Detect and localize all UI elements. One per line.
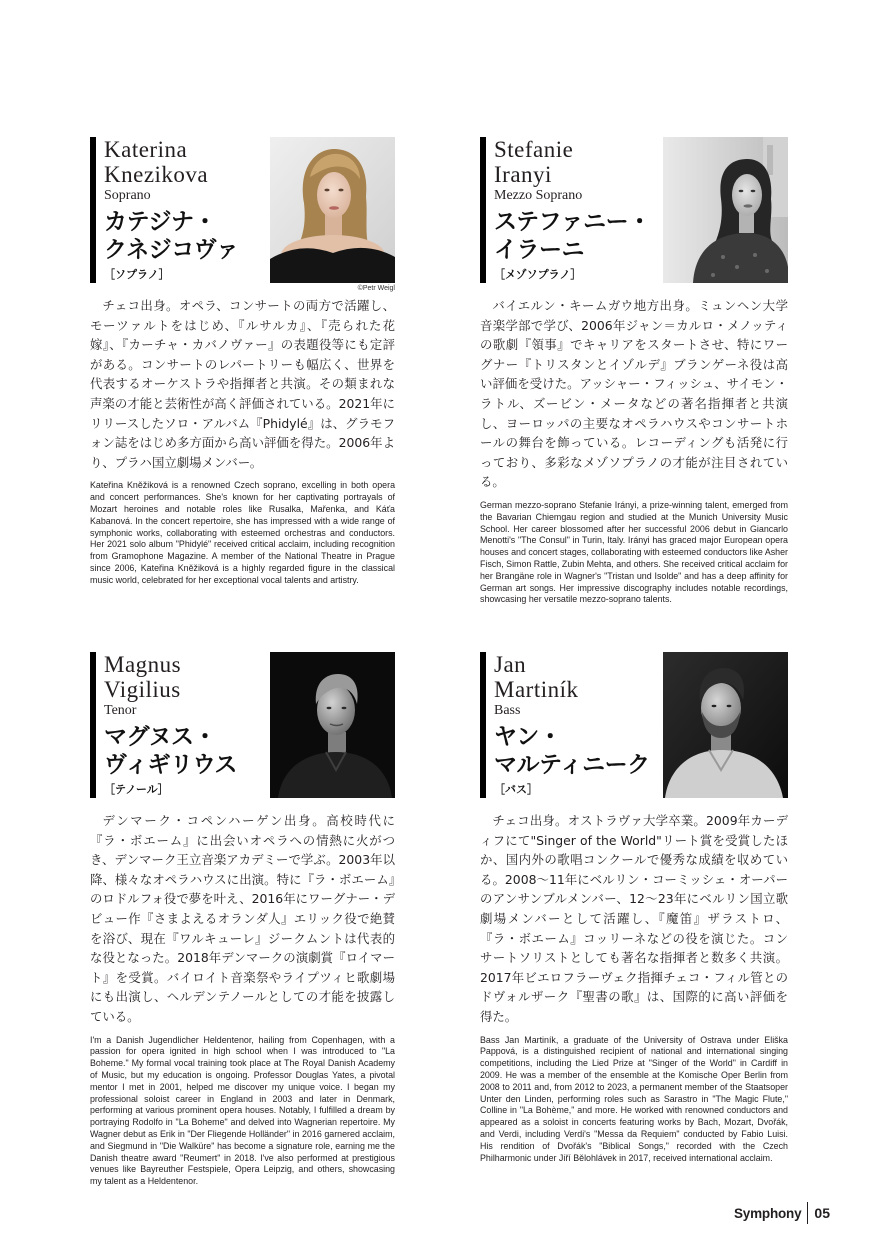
biography-japanese: デンマーク・コペンハーゲン出身。高校時代に『ラ・ボエーム』に出会いオペラへの情熱に火がつき、デンマーク王立音楽アカデミーで学ぶ。2003年以降、様々なオペラハウスに出演。特に『ラ・ボエーム』のロドルフォ役で夢を叶え、2016年にワーグナー・デビュー作『さまよえるオランダ人』エリック役で絶賛を浴び、現在『ワルキューレ』ジークムントは代表的な役となった。2018年デンマークの演劇賞『ロイマート』を受賞。バイロイト音楽祭やライプツィヒ歌劇場にも出演し、ヘルデンテノールとしての才能を披露している。 [90, 813, 395, 1024]
artist-profile-stefanie-iranyi [480, 137, 788, 606]
biography-english: Kateřina Kněžiková is a renowned Czech soprano, excelling in both opera and concert performances. She's known for her captivating portrayals of Mozart heroines and notable roles like Rusalka, Mařenka, and Káťa Kabanová. In the concert repertoire, she has impressed with a wide range of symphonic works, collaborating with esteemed orchestras and conductors. Her 2021 solo album "Phidylé" received critical acclaim, including recognition from Gramophone Magazine. A member of the National Theatre in Prague since 2006, Kateřina Kněžiková is a highly regarded figure in the classical music world, celebrated for her exceptional vocal talents and artistry. [90, 480, 395, 585]
biography-japanese: チェコ出身。オストラヴァ大学卒業。2009年カーディフにて"Singer of the World"リート賞を受賞したほか、国内外の歌唱コンクールで優秀な成績を収めている。2008～11年にベルリン・コーミッシェ・オーパーのアンサンブルメンバー、12～23年にベルリン国立歌劇場メンバーとして活躍し、『魔笛』ザラストロ、『ラ・ボエーム』コッリーネなどの役を演じた。コンサートソリストとしても著名な指揮者と数多く共演。2017年ビエロフラーヴェク指揮チェコ・フィル管とのドヴォルザーク『聖書の歌』は、国際的に高い評価を得た。 [480, 813, 788, 1024]
photo-credit: ©Petr Weigl [357, 285, 395, 292]
artist-name-en-last: Martiník [494, 677, 579, 702]
accent-bar [90, 652, 96, 798]
artist-name-en-first: Stefanie [494, 137, 574, 162]
biography-english: Bass Jan Martiník, a graduate of the University of Ostrava under Eliška Pappová, is a distinguished recipient of national and international singing competitions, including the Lied Prize at "Singer of the World" in Cardiff in 2009. He was a member of the ensemble at the Komische Oper Berlin from 2008 to 2011 and, from 2012 to 2023, a permanent member of the Staatsoper Unter den Linden, performing roles such as Sarastro in "The Magic Flute," Colline in "La Bohème," and more. He worked with renowned conductors and appeared as a soloist in concerts featuring works by Bach, Mozart, Dvořák, and Verdi, including Verdi's "Messa da Requiem" conducted by Fabio Luisi. His rendition of Dvořák's "Biblical Songs," recorded with the Czech Philharmonic under Jiří Bělohlávek in 2017, received international acclaim. [480, 1034, 788, 1163]
publication-name: Symphony [734, 1205, 802, 1221]
voice-type-en: Mezzo Soprano [494, 188, 583, 203]
biography-english: German mezzo-soprano Stefanie Irányi, a prize-winning talent, emerged from the Bavarian Chiemgau region and studied at the Munich University Music School. Her career blossomed after her successful 2006 debut in Giancarlo Menotti's "The Consul" in Turin, Italy. Irányi has graced major European opera houses and concert stages, collaborating with esteemed conductors like Asher Fisch, Simon Rattle, Zubin Mehta, and others. She received critical acclaim for her Brangäne role in Wagner's "Tristan und Isolde" and has a deep affinity for German art songs. Her impressive discography includes notable recordings, showcasing her versatile mezzo-soprano talents. [480, 499, 788, 605]
artist-header [480, 137, 788, 283]
portrait-image [663, 137, 788, 283]
accent-bar [90, 137, 96, 283]
voice-type-ja: ［ソプラノ］ [104, 268, 170, 281]
voice-type-en: Soprano [104, 188, 151, 203]
artist-name-ja-line2: マルティニーク [494, 752, 650, 778]
biography-japanese: バイエルン・キームガウ地方出身。ミュンヘン大学音楽学部で学び、2006年ジャン＝カルロ・メノッティの歌劇『領事』でキャリアをスタートさせ、特にワーグナー『トリスタンとイゾルデ』ブランゲーネ役は高い評価を受けた。アッシャー・フィッシュ、サイモン・ラトル、ズービン・メータなどの著名指揮者と共演し、ヨーロッパの主要なオペラハウスやコンサートホールの舞台を飾っている。レコーディングも活発に行っており、多彩なメゾソプラノの才能が注目されている。 [480, 298, 788, 490]
accent-bar [480, 137, 486, 283]
voice-type-ja: ［バス］ [494, 783, 538, 796]
artist-name-ja-line2: クネジコヴァ [104, 237, 239, 263]
artist-names [494, 652, 650, 797]
footer-divider [807, 1202, 808, 1224]
voice-type-ja: ［テノール］ [104, 783, 169, 796]
artist-profile-katerina-knezikova [90, 137, 395, 587]
artist-names [104, 137, 239, 282]
portrait-image [270, 137, 395, 283]
artist-profile-magnus-vigilius [90, 652, 395, 1188]
portrait-photo [270, 652, 395, 798]
artist-names [494, 137, 651, 282]
biography-english: I'm a Danish Jugendlicher Heldentenor, hailing from Copenhagen, with a passion for opera ignited in high school when I was introduced to "La Boheme." My formal vocal training took place at The Royal Danish Academy of Music, but my education is ongoing. Professor Douglas Yates, a pivotal mentor I met in 2001, helped me discover my unique voice. I began my professional soloist career in England in 2003 and later in Denmark, performing at various prominent opera houses. Notably, I fulfilled a dream by portraying Rodolfo in "La Boheme" and delved into Wagnerian repertoire. My Wagner debut as Erik in "Der Fliegende Holländer" in 2016 garnered acclaim, and Siegmund in "Die Walküre" has become a signature role, earning me the Danish theatre award "Reumert" in 2018. I've also performed at prestigious venues like Bayreuther Festspiele, Opera Leipzig, and others, showcasing my talent as a Heldentenor. [90, 1034, 395, 1187]
voice-type-ja: ［メゾソプラノ］ [494, 268, 582, 281]
artist-name-en-last: Vigilius [104, 677, 181, 702]
artist-profile-jan-martinik [480, 652, 788, 1164]
artist-header [90, 652, 395, 798]
page-footer [734, 1201, 830, 1225]
artist-name-en-first: Magnus [104, 652, 182, 677]
voice-type-en: Bass [494, 703, 521, 718]
artist-header [480, 652, 788, 798]
artist-name-ja-line2: ヴィギリウス [104, 752, 237, 778]
artist-name-ja-line1: ヤン・ [494, 724, 562, 750]
portrait-photo [270, 137, 395, 283]
artist-name-en-first: Jan [494, 652, 527, 677]
portrait-photo [663, 137, 788, 283]
portrait-photo [663, 652, 788, 798]
artist-name-ja-line1: マグヌス・ [104, 724, 217, 750]
accent-bar [480, 652, 486, 798]
artist-name-en-last: Iranyi [494, 162, 552, 187]
artist-name-en-last: Knezikova [104, 162, 209, 187]
artist-name-ja-line1: カテジナ・ [104, 209, 217, 235]
portrait-image [270, 652, 395, 798]
voice-type-en: Tenor [104, 703, 137, 718]
artist-name-ja-line2: イラーニ [494, 237, 584, 263]
biography-japanese: チェコ出身。オペラ、コンサートの両方で活躍し、モーツァルトをはじめ、『ルサルカ』、『売られた花嫁』、『カーチャ・カバノヴァー』の表題役等にも定評がある。コンサートのレパートリーも幅広く、世界を代表するオーケストラや指揮者と共演。その類まれな声楽の才能と芸術性が高く評価されている。2021年にリリースしたソロ・アルバム『Phidylé』は、グラモフォン誌をはじめ多方面から高い評価を得た。2006年より、プラハ国立劇場メンバー。 [90, 298, 395, 470]
page-number: 05 [814, 1205, 830, 1221]
artist-names [104, 652, 237, 797]
artist-name-ja-line1: ステファニー・ [494, 209, 651, 235]
portrait-image [663, 652, 788, 798]
artist-name-en-first: Katerina [104, 137, 188, 162]
artist-header [90, 137, 395, 292]
